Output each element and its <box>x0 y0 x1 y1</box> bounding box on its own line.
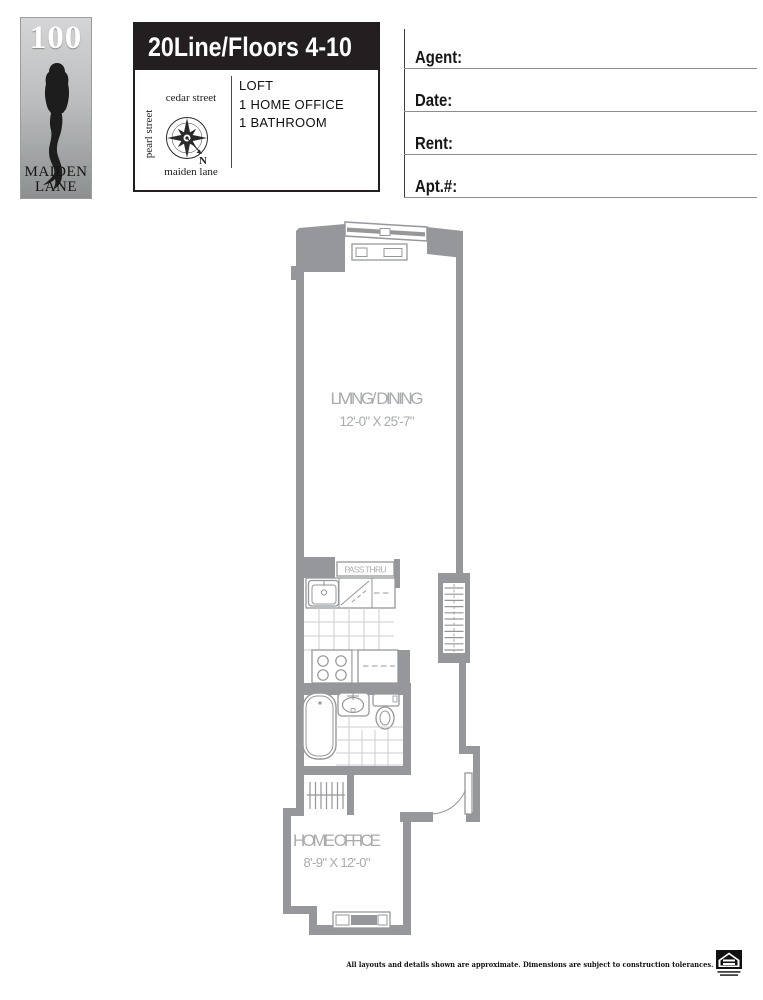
bathroom-sink-icon <box>338 693 369 716</box>
living-window <box>345 222 427 260</box>
disclaimer-text: All layouts and details shown are approximate. Dimensions are subject to construction tolerances. <box>345 960 713 969</box>
unit-feature-loft: LOFT <box>239 78 274 93</box>
unit-feature-home-office: 1 HOME OFFICE <box>239 96 345 112</box>
door-leaf <box>465 773 472 814</box>
title-band <box>135 24 378 70</box>
toilet-icon <box>373 694 399 729</box>
floor-plan <box>270 210 490 955</box>
building-number: 100 <box>29 20 83 56</box>
street-label-cedar: cedar street <box>165 92 217 104</box>
building-logo <box>20 17 92 199</box>
living-dining-label: LIVING/ DINING <box>330 389 424 408</box>
header-divider <box>231 76 232 168</box>
date-fill-line <box>404 111 757 112</box>
kitchen-floor-tiles <box>304 608 394 652</box>
bathroom <box>303 693 403 766</box>
line-floors-title: 20Line/Floors 4-10 <box>148 32 352 62</box>
counter-divider <box>352 650 358 683</box>
living-dining-dimensions: 12'-0" X 25'-7" <box>339 414 415 429</box>
stove-icon <box>312 650 352 683</box>
unit-features <box>239 77 344 133</box>
street-label-maiden: maiden lane <box>164 166 218 178</box>
kitchen <box>304 562 398 683</box>
building-name: MAIDEN LANE <box>24 164 88 195</box>
street-label-pearl: pearl street <box>143 109 155 159</box>
refrigerator-icon <box>358 650 398 683</box>
agent-field-label: Agent: <box>415 47 463 67</box>
compass-rose-icon <box>163 116 221 168</box>
apt-number-field-label: Apt.#: <box>415 176 458 196</box>
rent-fill-line <box>404 154 757 155</box>
unit-feature-bathroom: 1 BATHROOM <box>239 115 327 130</box>
form-left-rule <box>404 29 405 197</box>
home-office-label: HOME OFFICE <box>293 831 381 850</box>
unit-header-box <box>133 22 380 192</box>
rent-field-label: Rent: <box>415 133 454 153</box>
bathtub-icon <box>303 693 336 759</box>
entry-door <box>431 773 472 814</box>
apt-number-fill-line <box>404 197 757 198</box>
closet <box>307 782 345 809</box>
date-field-label: Date: <box>415 90 453 110</box>
home-office-dimensions: 8'-9" X 12'-0" <box>303 855 371 870</box>
equal-housing-icon <box>716 950 742 978</box>
home-office-window <box>333 912 390 928</box>
compass-north-label: N <box>199 155 207 167</box>
agent-fill-line <box>404 68 757 69</box>
pass-thru-label: PASS THRU <box>344 564 387 575</box>
staircase <box>438 573 470 663</box>
